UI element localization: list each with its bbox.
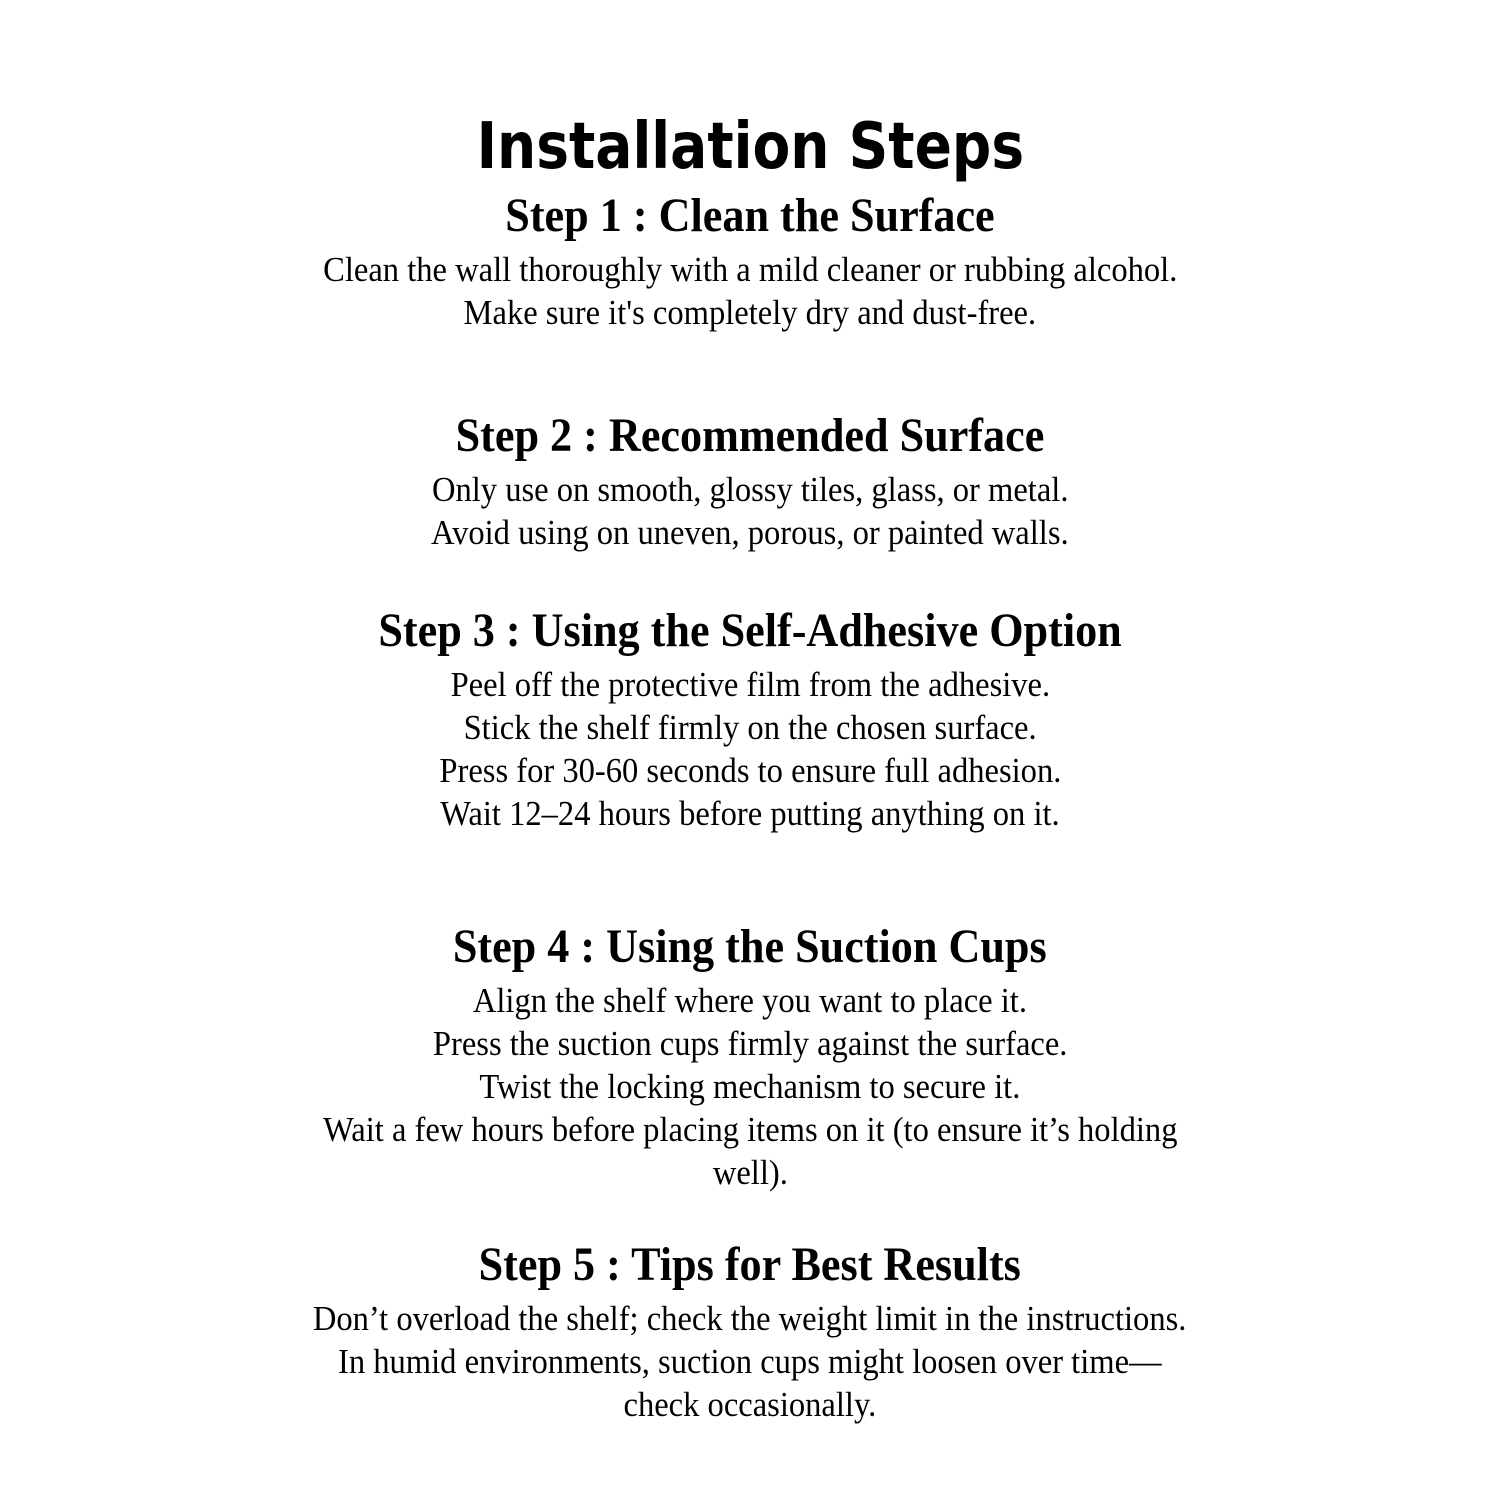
step-3-line-1 [0,663,1500,706]
page-title-text: Installation Steps [476,109,1024,184]
step-1-heading [0,188,1500,244]
step-4-line-1-text: Align the shelf where you want to place it. [472,981,1028,1020]
step-5-line-3 [0,1383,1500,1426]
step-4-heading-text: Step 4 : Using the Suction Cups [453,920,1047,973]
section-step-5 [0,1237,1500,1426]
step-2-line-1-text: Only use on smooth, glossy tiles, glass, or metal. [431,470,1069,509]
step-2-line-2-text: Avoid using on uneven, porous, or painted walls. [431,513,1069,552]
step-5-heading [0,1237,1500,1293]
step-3-line-3 [0,749,1500,792]
step-4-line-1 [0,979,1500,1022]
step-5-line-2-text: In humid environments, suction cups might loosen over time— [338,1342,1162,1381]
section-step-2 [0,408,1500,554]
step-4-line-3 [0,1065,1500,1108]
step-3-line-2-text: Stick the shelf firmly on the chosen surface. [463,708,1037,747]
step-5-heading-text: Step 5 : Tips for Best Results [478,1238,1022,1291]
step-2-heading [0,408,1500,464]
step-3-line-4-text: Wait 12–24 hours before putting anything on it. [440,794,1060,833]
step-4-line-4-text: Wait a few hours before placing items on it (to ensure it’s holding [322,1110,1178,1149]
step-3-line-3-text: Press for 30-60 seconds to ensure full adhesion. [439,751,1061,790]
step-1-heading-text: Step 1 : Clean the Surface [505,189,995,242]
step-4-heading [0,919,1500,975]
step-2-line-1 [0,468,1500,511]
section-step-3 [0,603,1500,835]
step-1-line-1 [0,248,1500,291]
page-title [0,110,1500,184]
step-4-line-3-text: Twist the locking mechanism to secure it. [479,1067,1021,1106]
step-4-line-5-text: well). [712,1153,788,1192]
step-3-heading [0,603,1500,659]
step-1-line-2-text: Make sure it's completely dry and dust-free. [463,293,1037,332]
step-2-heading-text: Step 2 : Recommended Surface [455,409,1045,462]
step-3-line-2 [0,706,1500,749]
step-5-line-2 [0,1340,1500,1383]
step-3-heading-text: Step 3 : Using the Self-Adhesive Option [378,604,1122,657]
step-1-line-1-text: Clean the wall thoroughly with a mild cleaner or rubbing alcohol. [322,250,1178,289]
step-4-line-2 [0,1022,1500,1065]
step-5-line-3-text: check occasionally. [623,1385,877,1424]
step-3-line-1-text: Peel off the protective film from the adhesive. [450,665,1050,704]
step-4-line-4 [0,1108,1500,1151]
step-5-line-1 [0,1297,1500,1340]
step-2-line-2 [0,511,1500,554]
section-step-4 [0,919,1500,1194]
step-1-line-2 [0,291,1500,334]
section-step-1 [0,188,1500,334]
step-4-line-2-text: Press the suction cups firmly against the surface. [432,1024,1068,1063]
step-4-line-5 [0,1151,1500,1194]
step-5-line-1-text: Don’t overload the shelf; check the weight limit in the instructions. [313,1299,1187,1338]
step-3-line-4 [0,792,1500,835]
